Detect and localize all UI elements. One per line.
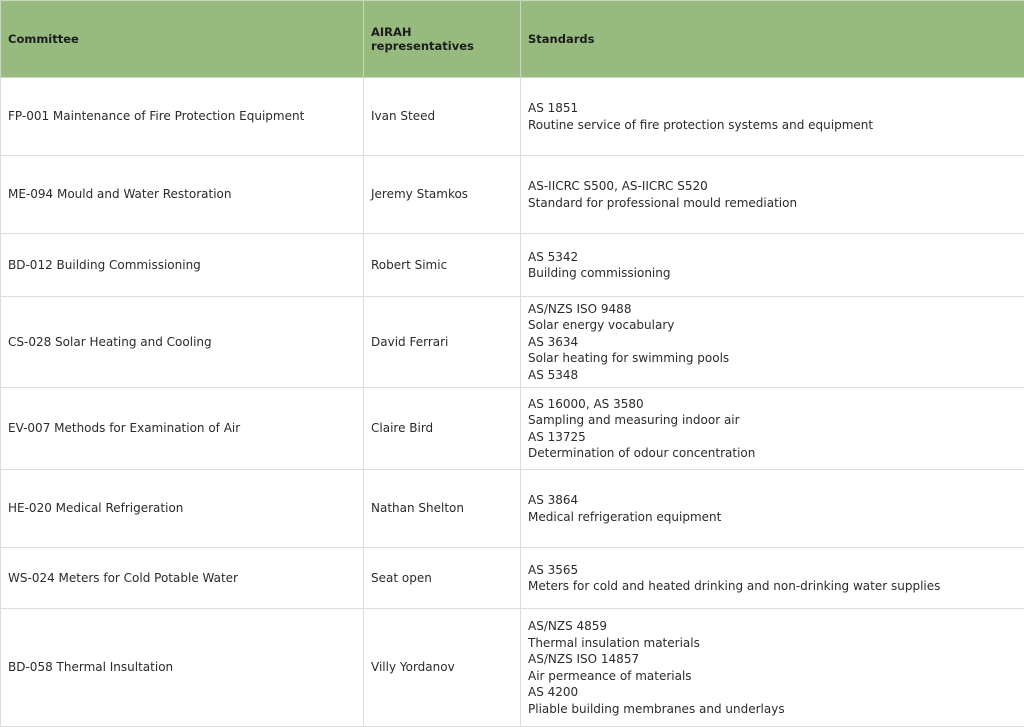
standard-code: AS 3565	[528, 562, 1017, 579]
committee-cell: EV-007 Methods for Examination of Air	[1, 388, 364, 470]
standard-code: AS 5342	[528, 249, 1017, 266]
representative-cell: Nathan Shelton	[364, 470, 521, 548]
table-row	[1, 609, 1024, 727]
standard-code: AS 3634	[528, 334, 1017, 351]
table-row	[1, 297, 1024, 388]
table-row	[1, 156, 1024, 234]
standards-cell	[521, 548, 1024, 609]
representative-cell: Robert Simic	[364, 234, 521, 297]
standard-code: AS/NZS ISO 9488	[528, 301, 1017, 318]
committee-cell: BD-058 Thermal Insultation	[1, 609, 364, 727]
table-row	[1, 78, 1024, 156]
representative-cell: David Ferrari	[364, 297, 521, 388]
committee-cell: ME-094 Mould and Water Restoration	[1, 156, 364, 234]
standard-code: AS 5348	[528, 367, 1017, 384]
representative-cell: Ivan Steed	[364, 78, 521, 156]
standard-code: AS/NZS 4859	[528, 618, 1017, 635]
table-row	[1, 470, 1024, 548]
representative-cell: Villy Yordanov	[364, 609, 521, 727]
standards-cell	[521, 234, 1024, 297]
standard-description: Solar energy vocabulary	[528, 317, 1017, 334]
standard-description: Routine service of fire protection systems and equipment	[528, 117, 1017, 134]
table-row	[1, 388, 1024, 470]
representative-cell: Claire Bird	[364, 388, 521, 470]
table-row	[1, 234, 1024, 297]
standard-code: AS/NZS ISO 14857	[528, 651, 1017, 668]
standard-code: AS-IICRC S500, AS-IICRC S520	[528, 178, 1017, 195]
standard-code: AS 13725	[528, 429, 1017, 446]
committee-cell: WS-024 Meters for Cold Potable Water	[1, 548, 364, 609]
header-row	[1, 1, 1024, 78]
standards-cell	[521, 156, 1024, 234]
standard-description: Meters for cold and heated drinking and non-drinking water supplies	[528, 578, 1017, 595]
standards-cell	[521, 388, 1024, 470]
table-row	[1, 548, 1024, 609]
standard-description: Sampling and measuring indoor air	[528, 412, 1017, 429]
committee-cell: BD-012 Building Commissioning	[1, 234, 364, 297]
standard-code: AS 16000, AS 3580	[528, 396, 1017, 413]
standards-cell	[521, 78, 1024, 156]
standard-description: Determination of odour concentration	[528, 445, 1017, 462]
header-representatives: AIRAH representatives	[364, 1, 521, 78]
header-committee: Committee	[1, 1, 364, 78]
standard-description: Building commissioning	[528, 265, 1017, 282]
standard-code: AS 3864	[528, 492, 1017, 509]
standards-cell	[521, 470, 1024, 548]
standards-cell	[521, 609, 1024, 727]
standard-description: Standard for professional mould remediation	[528, 195, 1017, 212]
committee-cell: HE-020 Medical Refrigeration	[1, 470, 364, 548]
committee-cell: FP-001 Maintenance of Fire Protection Equipment	[1, 78, 364, 156]
standard-description: Pliable building membranes and underlays	[528, 701, 1017, 718]
committee-cell: CS-028 Solar Heating and Cooling	[1, 297, 364, 388]
standard-description: Thermal insulation materials	[528, 635, 1017, 652]
header-standards: Standards	[521, 1, 1024, 78]
standard-description: Air permeance of materials	[528, 668, 1017, 685]
standards-cell	[521, 297, 1024, 388]
representative-cell: Jeremy Stamkos	[364, 156, 521, 234]
representative-cell: Seat open	[364, 548, 521, 609]
standard-description: Medical refrigeration equipment	[528, 509, 1017, 526]
standard-code: AS 4200	[528, 684, 1017, 701]
standard-code: AS 1851	[528, 100, 1017, 117]
standard-description: Solar heating for swimming pools	[528, 350, 1017, 367]
